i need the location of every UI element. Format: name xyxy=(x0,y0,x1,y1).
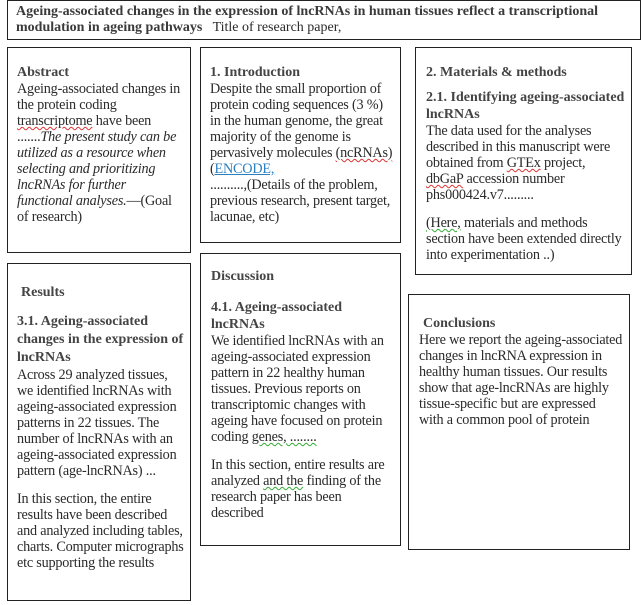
results-subheading: 3.1. Ageing-associated changes in the expression of lncRNAs xyxy=(17,314,184,365)
abstract-text: Ageing-associated changes in the protein coding transcriptome have been .......The present study can be utilized as a resource when selecting and prioritizing lncRNAs for further functional analyses.—(Goal of research) xyxy=(17,81,181,225)
introduction-box xyxy=(200,47,401,243)
discussion-subheading: 4.1. Ageing-associated lncRNAs xyxy=(211,300,343,332)
discussion-text: We identified lncRNAs with an ageing-associated expression pattern in 22 healthy human tissues. Previous reports on transcriptomic changes with ageing have focused on protein coding genes, ........ xyxy=(211,333,384,445)
conclusions-text: Here we report the ageing-associated changes in lncRNA expression in healthy human tissues. Our results show that age-lncRNAs are highly tissue-specific but are expressed with a common pool of protein xyxy=(419,332,623,428)
discussion-heading: Discussion xyxy=(211,269,275,284)
conclusions-heading: Conclusions xyxy=(423,316,496,331)
paper-title-box xyxy=(7,0,641,40)
results-text: Across 29 analyzed tissues, we identified lncRNAs with ageing-associated expression patterns in 22 tissues. The number of lncRNAs with an ageing-associated expression pattern (age-lncRNAs) ... xyxy=(17,367,177,479)
methods-subheading: 2.1. Identifying ageing-associated lncRNAs xyxy=(426,90,625,122)
methods-text: The data used for the analyses described in this manuscript were obtained from GTEx project, dbGaP accession number phs000424.v7......... xyxy=(426,123,611,203)
title-note: Title of research paper, xyxy=(212,20,342,35)
introduction-heading: 1. Introduction xyxy=(210,65,300,80)
methods-heading: 2. Materials & methods xyxy=(426,65,567,80)
conclusions-box xyxy=(408,294,630,550)
methods-box xyxy=(415,47,632,275)
abstract-box xyxy=(7,47,191,253)
encode-link[interactable]: ENCODE, xyxy=(214,161,275,177)
results-note: In this section, the entire results have been described and analyzed including tables, charts. Computer micrographs etc supporting the results xyxy=(17,491,184,571)
introduction-text: Despite the small proportion of protein coding sequences (3 %) in the human genome, the great majority of the genome is pervasively molecules (ncRNAs) (ENCODE, ..........,(Details of the problem, previous research, present target, lacunae, etc) xyxy=(210,81,393,225)
results-heading: Results xyxy=(21,285,65,300)
results-box xyxy=(7,263,191,601)
paper-title: Ageing-associated changes in the expression of lncRNAs in human tissues reflect a transcriptional modulation in ageing pathways xyxy=(16,4,599,35)
methods-note: (Here, materials and methods section have been extended directly into experimentation ..) xyxy=(426,215,622,263)
discussion-note: In this section, entire results are analyzed and the finding of the research paper has been described xyxy=(211,457,385,521)
abstract-heading: Abstract xyxy=(17,65,70,80)
discussion-box xyxy=(200,253,401,546)
